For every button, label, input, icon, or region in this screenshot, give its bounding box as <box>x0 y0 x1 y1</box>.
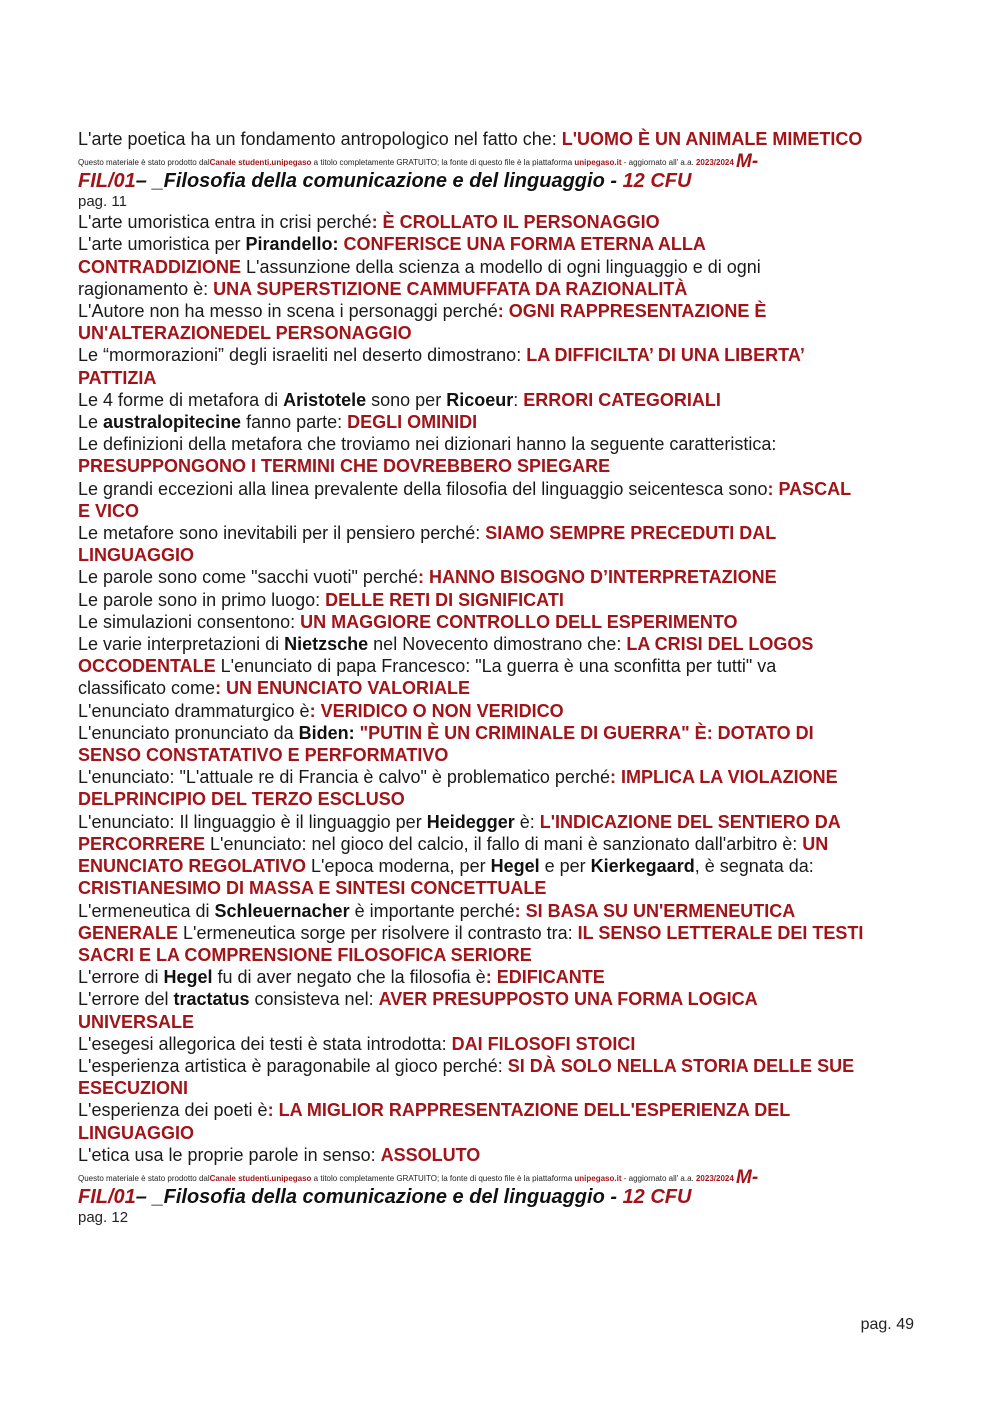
question-text: Le grandi eccezioni alla linea prevalente della filosofia del linguaggio seicentesca sono <box>78 478 768 499</box>
question-text: Le metafore sono inevitabili per il pensiero perché: <box>78 523 486 544</box>
answer-text: L'UOMO È UN ANIMALE MIMETICO <box>561 129 863 149</box>
qa-line <box>78 1077 928 1099</box>
document-body <box>78 128 928 1227</box>
author-name: Nietzsche <box>284 634 369 655</box>
answer-text: : HANNO BISOGNO D’INTERPRETAZIONE <box>417 567 777 588</box>
qa-line <box>78 1099 928 1121</box>
question-text: fanno parte: <box>241 412 348 433</box>
answer-text: IL SENSO LETTERALE DEI TESTI <box>577 922 864 943</box>
question-text: classificato come <box>78 678 216 699</box>
answer-text: CONFERISCE UNA FORMA ETERNA ALLA <box>338 234 706 255</box>
answer-text: SENSO CONSTATATIVO E PERFORMATIVO <box>78 745 449 766</box>
qa-line <box>78 922 928 944</box>
page-number: pag. 49 <box>860 1316 914 1333</box>
answer-text: : VERIDICO O NON VERIDICO <box>309 700 564 721</box>
author-name: Heidegger <box>426 811 515 832</box>
qa-line <box>78 811 928 833</box>
qa-line <box>78 478 928 500</box>
qa-line <box>78 988 928 1010</box>
question-text: L'esperienza artistica è paragonabile al gioco perché: <box>78 1055 508 1076</box>
question-text: Le parole sono in primo luogo: <box>78 589 326 610</box>
qa-line <box>78 677 928 699</box>
question-text: L'enunciato drammaturgico è <box>78 700 310 721</box>
question-text: L'enunciato di papa Francesco: "La guerra è una sconfitta per tutti" va <box>215 656 777 677</box>
page-label: pag. 11 <box>78 193 127 211</box>
qa-line <box>78 500 928 522</box>
qa-line <box>78 900 928 922</box>
site-name: unipegaso.it <box>574 158 622 168</box>
answer-text: DELPRINCIPIO DEL TERZO ESCLUSO <box>78 789 405 810</box>
answer-text: LINGUAGGIO <box>78 1122 194 1143</box>
answer-text: PERCORRERE <box>78 833 206 854</box>
question-text: ragionamento è: <box>78 278 214 299</box>
question-text: Le 4 forme di metafora di <box>78 389 284 410</box>
author-name: Biden: <box>298 722 355 743</box>
answer-text: UN <box>802 833 829 854</box>
question-text: Le “mormorazioni” degli israeliti nel deserto dimostrano: <box>78 345 527 366</box>
answer-text: E VICO <box>78 500 140 521</box>
qa-line <box>78 411 928 433</box>
answer-text: : SI BASA SU UN'ERMENEUTICA <box>514 900 796 921</box>
answer-text: UN'ALTERAZIONEDEL PERSONAGGIO <box>78 323 412 344</box>
qa-line <box>78 455 928 477</box>
academic-year: 2023/2024 <box>695 1173 734 1183</box>
answer-text: L'INDICAZIONE DEL SENTIERO DA <box>539 811 841 832</box>
question-text: nel Novecento dimostrano che: <box>368 634 627 655</box>
question-text: L'enunciato: Il linguaggio è il linguaggio per <box>78 811 427 832</box>
answer-text: DEGLI OMINIDI <box>347 412 478 433</box>
qa-line <box>78 1122 928 1144</box>
qa-line <box>78 944 928 966</box>
author-name: Aristotele <box>283 389 367 410</box>
qa-line <box>78 1144 928 1166</box>
qa-line <box>78 1011 928 1033</box>
qa-line <box>78 655 928 677</box>
question-text: L'Autore non ha messo in scena i personaggi perché <box>78 301 498 322</box>
answer-text: : UN ENUNCIATO VALORIALE <box>215 678 471 699</box>
answer-text: UNIVERSALE <box>78 1011 195 1032</box>
answer-text: DELLE RETI DI SIGNIFICATI <box>325 589 564 610</box>
academic-year: 2023/2024 <box>695 158 734 168</box>
qa-line <box>78 544 928 566</box>
author-name: Hegel <box>490 856 540 877</box>
page-label: pag. 12 <box>78 1208 129 1226</box>
question-text: fu di aver negato che la filosofia è <box>212 967 486 988</box>
answer-text: LA CRISI DEL LOGOS <box>626 634 814 655</box>
question-text: Le definizioni della metafora che troviamo nei dizionari hanno la seguente caratteristica: <box>78 434 777 455</box>
answer-text: PATTIZIA <box>78 367 157 388</box>
qa-line <box>78 211 928 233</box>
question-text: Le varie interpretazioni di <box>78 634 285 655</box>
qa-line <box>78 833 928 855</box>
course-title: FIL/01– _Filosofia della comunicazione e del linguaggio - 12 CFU <box>78 170 692 193</box>
course-code-start: M- <box>736 151 759 173</box>
source-note: Questo materiale è stato prodotto dalCanale studenti.unipegaso a titolo completamente GRATUITO; la fonte di questo file è la piattaforma unipegaso.it - aggiornato all' a.a. 2023/2024 M- <box>78 151 759 173</box>
question-text: L'enunciato: nel gioco del calcio, il fallo di mani è sanzionato dall'arbitro è: <box>205 833 803 854</box>
answer-text: AVER PRESUPPOSTO UNA FORMA LOGICA <box>378 989 758 1010</box>
question-text: L'esperienza dei poeti è <box>78 1100 268 1121</box>
qa-line <box>78 1055 928 1077</box>
qa-line <box>78 256 928 278</box>
question-text: L'enunciato pronunciato da <box>78 722 299 743</box>
answer-text: ESECUZIONI <box>78 1078 189 1099</box>
question-text: Le simulazioni consentono: <box>78 611 301 632</box>
question-text: L'errore del <box>78 989 174 1010</box>
author-name: Kierkegaard <box>590 856 695 877</box>
source-note: Questo materiale è stato prodotto dalCanale studenti.unipegaso a titolo completamente GRATUITO; la fonte di questo file è la piattaforma unipegaso.it - aggiornato all' a.a. 2023/2024 M- <box>78 1166 759 1188</box>
question-text: L'esegesi allegorica dei testi è stata introdotta: <box>78 1033 452 1054</box>
question-text: L'assunzione della scienza a modello di ogni linguaggio e di ogni <box>241 256 761 277</box>
qa-line <box>78 633 928 655</box>
answer-text: LINGUAGGIO <box>78 545 194 566</box>
author-name: Pirandello: <box>245 234 339 255</box>
qa-line <box>78 611 928 633</box>
answer-text: UNA SUPERSTIZIONE CAMMUFFATA DA RAZIONALITÀ <box>213 278 688 299</box>
answer-text: DAI FILOSOFI STOICI <box>451 1033 636 1054</box>
qa-line <box>78 966 928 988</box>
qa-line <box>78 877 928 899</box>
question-text: : <box>513 389 524 410</box>
qa-line <box>78 367 928 389</box>
answer-text: SACRI E LA COMPRENSIONE FILOSOFICA SERIORE <box>78 944 532 965</box>
question-text: L'errore di <box>78 967 164 988</box>
qa-list <box>78 211 928 1166</box>
answer-text: : EDIFICANTE <box>485 967 605 988</box>
answer-text: ASSOLUTO <box>380 1144 481 1165</box>
answer-text: CRISTIANESIMO DI MASSA E SINTESI CONCETTUALE <box>78 878 547 899</box>
question-text: sono per <box>366 389 447 410</box>
qa-line <box>78 855 928 877</box>
answer-text: "PUTIN È UN CRIMINALE DI GUERRA" È: DOTATO DI <box>354 722 814 743</box>
answer-text: : PASCAL <box>767 478 852 499</box>
answer-text: GENERALE <box>78 922 179 943</box>
question-text: è: <box>514 811 540 832</box>
qa-line <box>78 300 928 322</box>
qa-line <box>78 344 928 366</box>
author-name: Hegel <box>163 967 213 988</box>
qa-line <box>78 322 928 344</box>
author-name: australopitecine <box>103 412 242 433</box>
question-text: L'enunciato: "L'attuale re di Francia è calvo" è problematico perché <box>78 767 610 788</box>
question-text: L'etica usa le proprie parole in senso: <box>78 1144 381 1165</box>
question-text: L'ermeneutica di <box>78 900 215 921</box>
qa-line <box>78 1033 928 1055</box>
question-text: è importante perché <box>349 900 515 921</box>
qa-line <box>78 788 928 810</box>
qa-line <box>78 233 928 255</box>
qa-line <box>78 589 928 611</box>
qa-line <box>78 700 928 722</box>
question-text: L'epoca moderna, per <box>306 856 491 877</box>
qa-line <box>78 278 928 300</box>
qa-line <box>78 433 928 455</box>
question-text: consisteva nel: <box>249 989 379 1010</box>
qa-line <box>78 566 928 588</box>
question-text: L'arte umoristica entra in crisi perché <box>78 212 372 233</box>
site-name: unipegaso.it <box>574 1173 622 1183</box>
answer-text: CONTRADDIZIONE <box>78 256 241 277</box>
qa-line <box>78 522 928 544</box>
qa-line <box>78 389 928 411</box>
author-name: Schleuernacher <box>214 900 350 921</box>
channel-name: Canale studenti.unipegaso <box>209 1173 312 1183</box>
author-name: tractatus <box>173 989 250 1010</box>
question-text: L'arte poetica ha un fondamento antropologico nel fatto che: <box>78 129 562 149</box>
answer-text: UN MAGGIORE CONTROLLO DELL ESPERIMENTO <box>300 611 738 632</box>
answer-text: : È CROLLATO IL PERSONAGGIO <box>371 212 660 233</box>
answer-text: : LA MIGLIOR RAPPRESENTAZIONE DELL'ESPERIENZA DEL <box>267 1100 791 1121</box>
question-text: Le <box>78 412 104 433</box>
answer-text: ENUNCIATO REGOLATIVO <box>78 856 307 877</box>
answer-text: PRESUPPONGONO I TERMINI CHE DOVREBBERO SPIEGARE <box>78 456 611 477</box>
answer-text: SI DÀ SOLO NELLA STORIA DELLE SUE <box>507 1055 855 1076</box>
answer-text: : OGNI RAPPRESENTAZIONE È <box>497 301 767 322</box>
qa-line <box>78 722 928 744</box>
channel-name: Canale studenti.unipegaso <box>209 158 312 168</box>
answer-text: LA DIFFICILTA’ DI UNA LIBERTA’ <box>526 345 805 366</box>
qa-line <box>78 766 928 788</box>
qa-line <box>78 744 928 766</box>
answer-text: ERRORI CATEGORIALI <box>523 389 721 410</box>
intro-line <box>78 128 928 150</box>
answer-text: OCCODENTALE <box>78 656 216 677</box>
question-text: L'ermeneutica sorge per risolvere il contrasto tra: <box>178 922 578 943</box>
question-text: e per <box>539 856 591 877</box>
answer-text: SIAMO SEMPRE PRECEDUTI DAL <box>485 523 777 544</box>
question-text: L'arte umoristica per <box>78 234 246 255</box>
answer-text: : IMPLICA LA VIOLAZIONE <box>609 767 838 788</box>
course-title: FIL/01– _Filosofia della comunicazione e del linguaggio - 12 CFU <box>78 1185 692 1208</box>
course-code-start: M- <box>736 1166 759 1188</box>
author-name: Ricoeur <box>446 389 514 410</box>
question-text: Le parole sono come "sacchi vuoti" perché <box>78 567 418 588</box>
question-text: , è segnata da: <box>694 856 814 877</box>
